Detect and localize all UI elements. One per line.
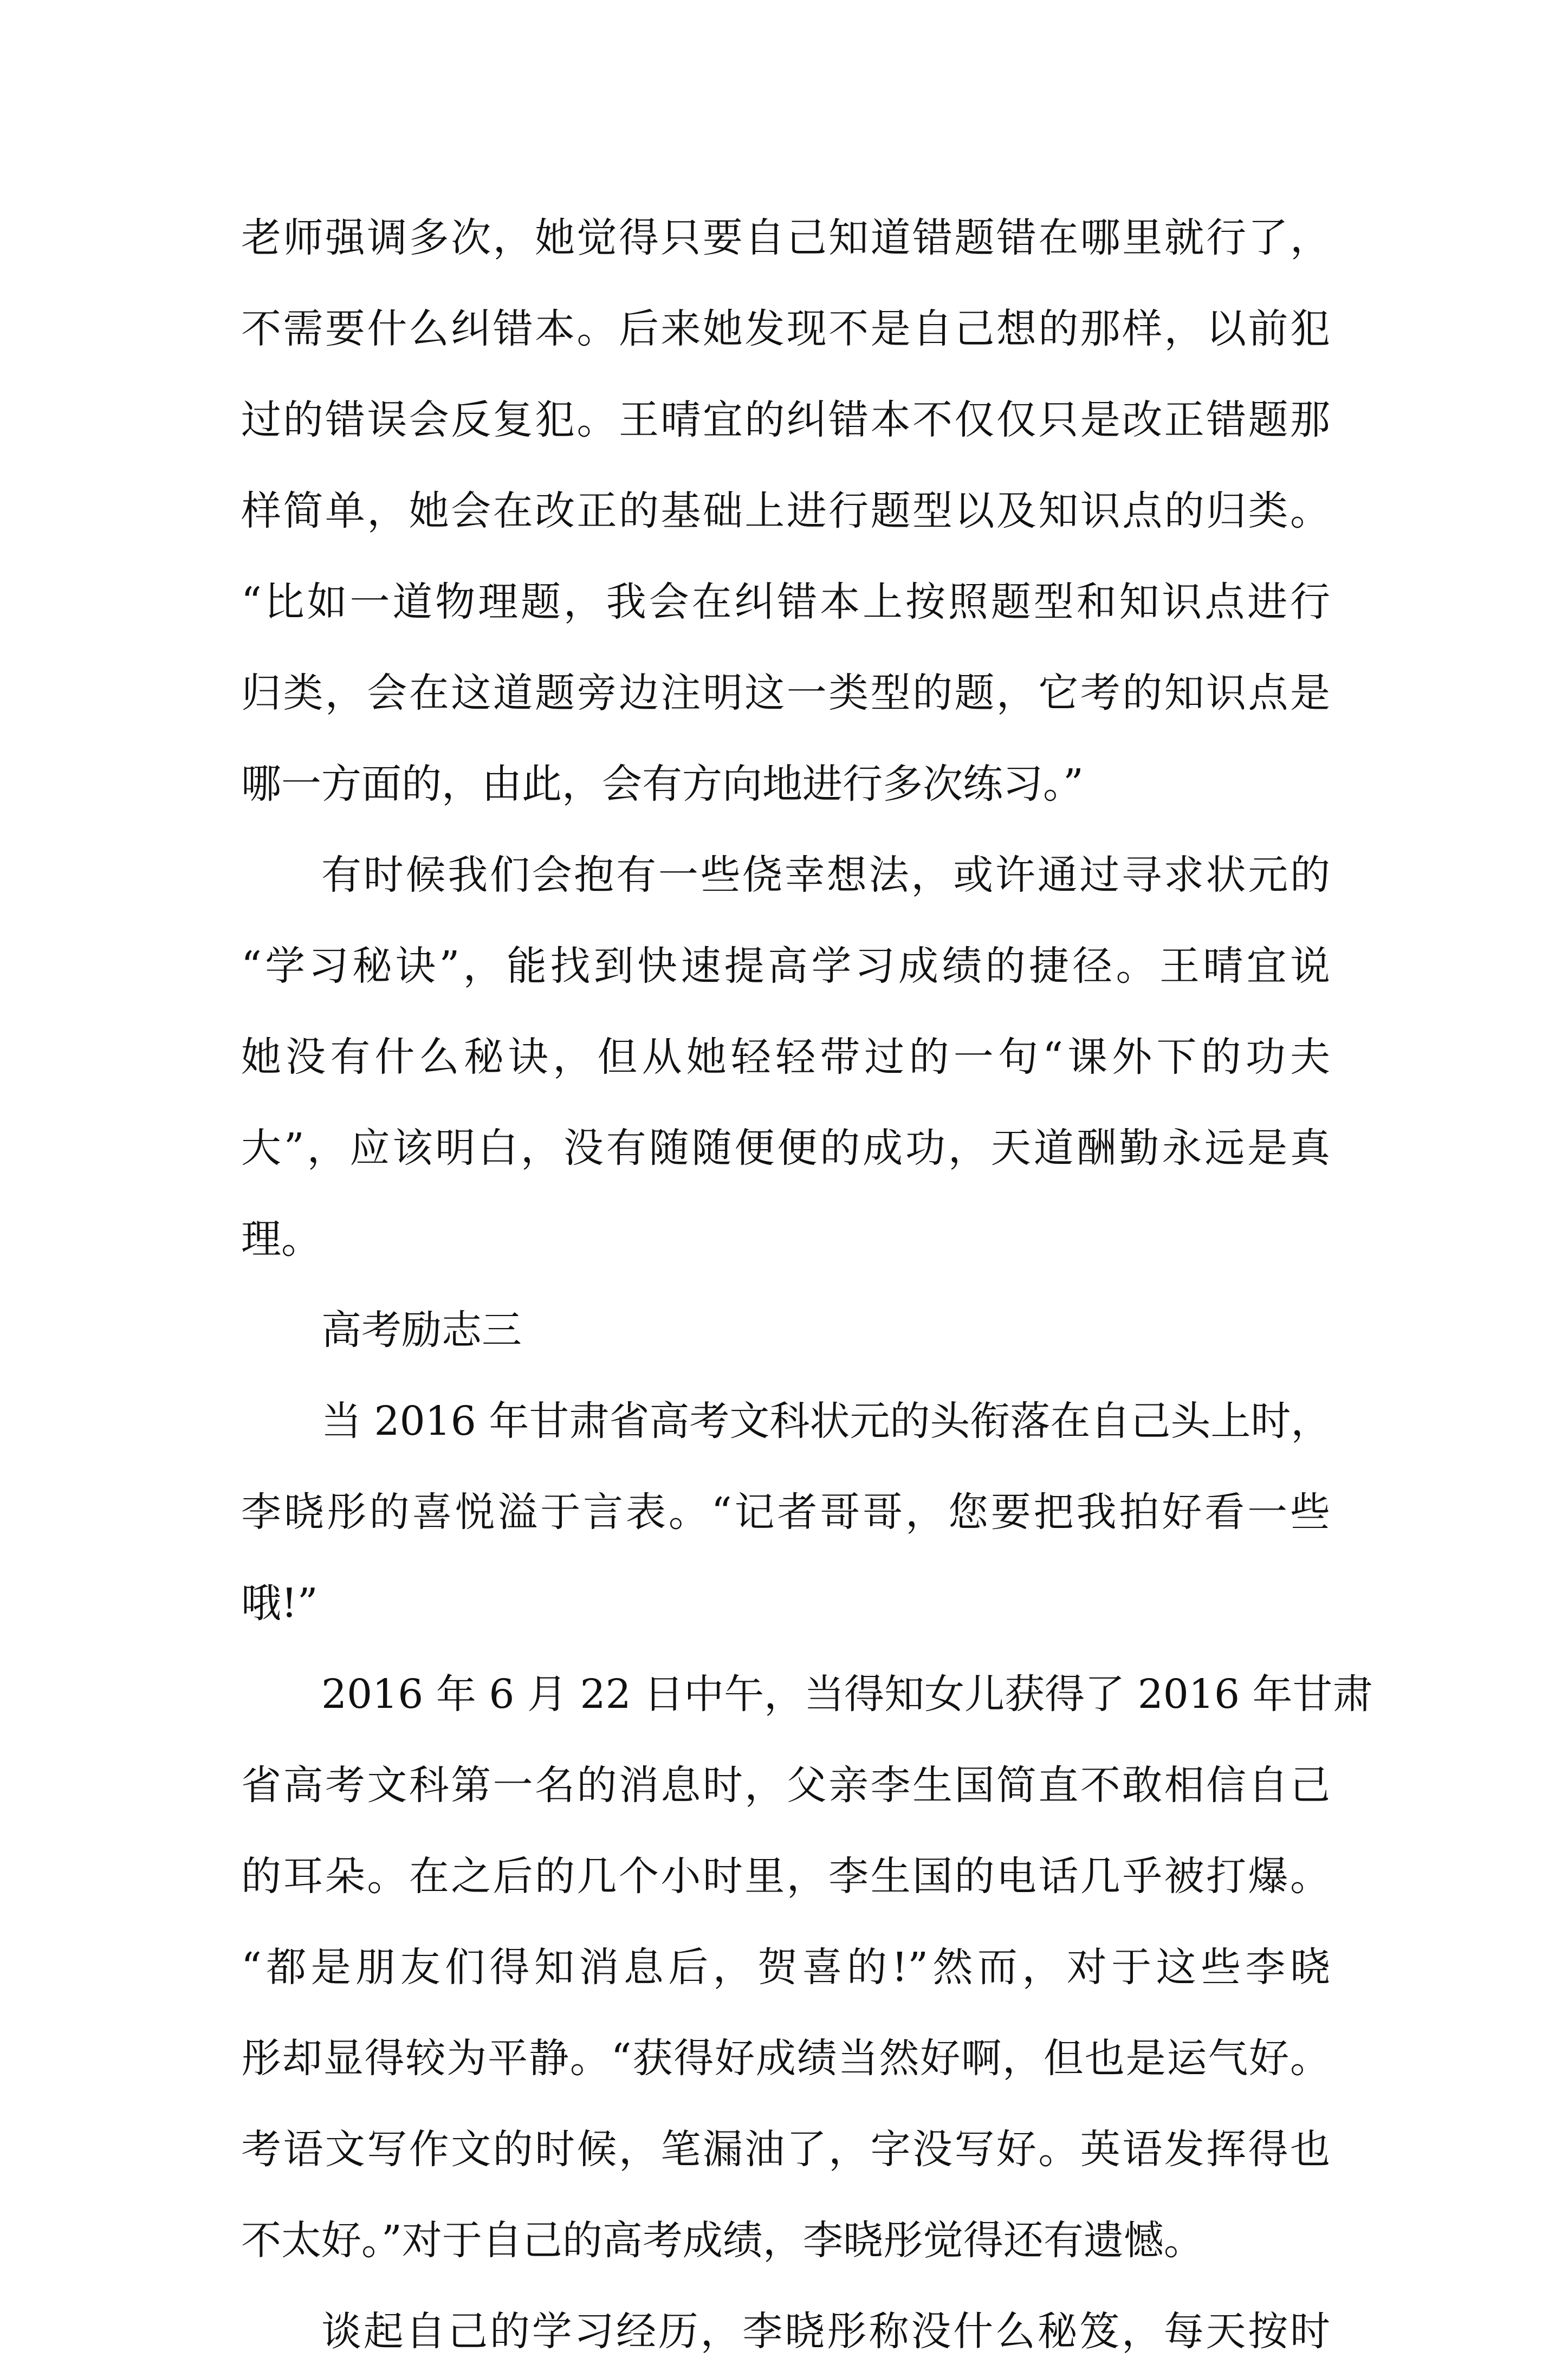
text-line: 彤却显得较为平静。“获得好成绩当然好啊，但也是运气好。 [241,2035,1330,2082]
text-line: “都是朋友们得知消息后，贺喜的!”然而，对于这些李晓 [241,1944,1330,1991]
text-line: 过的错误会反复犯。王晴宜的纠错本不仅仅只是改正错题那 [241,397,1330,443]
text-line: 老师强调多次，她觉得只要自己知道错题错在哪里就行了， [241,215,1330,261]
text-line: 有时候我们会抱有一些侥幸想法，或许通过寻求状元的 [321,852,1330,898]
text-line: 省高考文科第一名的消息时，父亲李生国简直不敢相信自己 [241,1762,1330,1809]
body-text [241,192,1373,2377]
text-line: 李晓彤的喜悦溢于言表。“记者哥哥，您要把我拍好看一些 [241,1489,1330,1536]
text-line: 归类，会在这道题旁边注明这一类型的题，它考的知识点是 [241,670,1330,716]
text-line: 的耳朵。在之后的几个小时里，李生国的电话几乎被打爆。 [241,1853,1330,1900]
text-line: 考语文写作文的时候，笔漏油了，字没写好。英语发挥得也 [241,2126,1330,2173]
text-line: 理。 [241,1216,321,1262]
text-line: “学习秘诀”，能找到快速提高学习成绩的捷径。王晴宜说 [241,943,1330,989]
text-line: 样简单，她会在改正的基础上进行题型以及知识点的归类。 [241,488,1330,534]
text-line: 哦!” [241,1580,318,1627]
text-line: 不太好。”对于自己的高考成绩，李晓彤觉得还有遗憾。 [241,2217,1204,2264]
text-line: 大”，应该明白，没有随随便便的成功，天道酬勤永远是真 [241,1125,1330,1171]
text-line: 哪一方面的，由此，会有方向地进行多次练习。” [241,761,1084,807]
text-line: 她没有什么秘诀，但从她轻轻带过的一句“课外下的功夫 [241,1034,1330,1080]
text-line: 高考励志三 [321,1307,522,1353]
text-line: “比如一道物理题，我会在纠错本上按照题型和知识点进行 [241,579,1330,625]
text-line: 不需要什么纠错本。后来她发现不是自己想的那样，以前犯 [241,306,1330,352]
text-line: 2016 年 6 月 22 日中午，当得知女儿获得了 2016 年甘肃 [321,1671,1373,1718]
text-line: 谈起自己的学习经历，李晓彤称没什么秘笈，每天按时 [321,2308,1330,2355]
text-line: 当 2016 年甘肃省高考文科状元的头衔落在自己头上时， [321,1398,1331,1445]
